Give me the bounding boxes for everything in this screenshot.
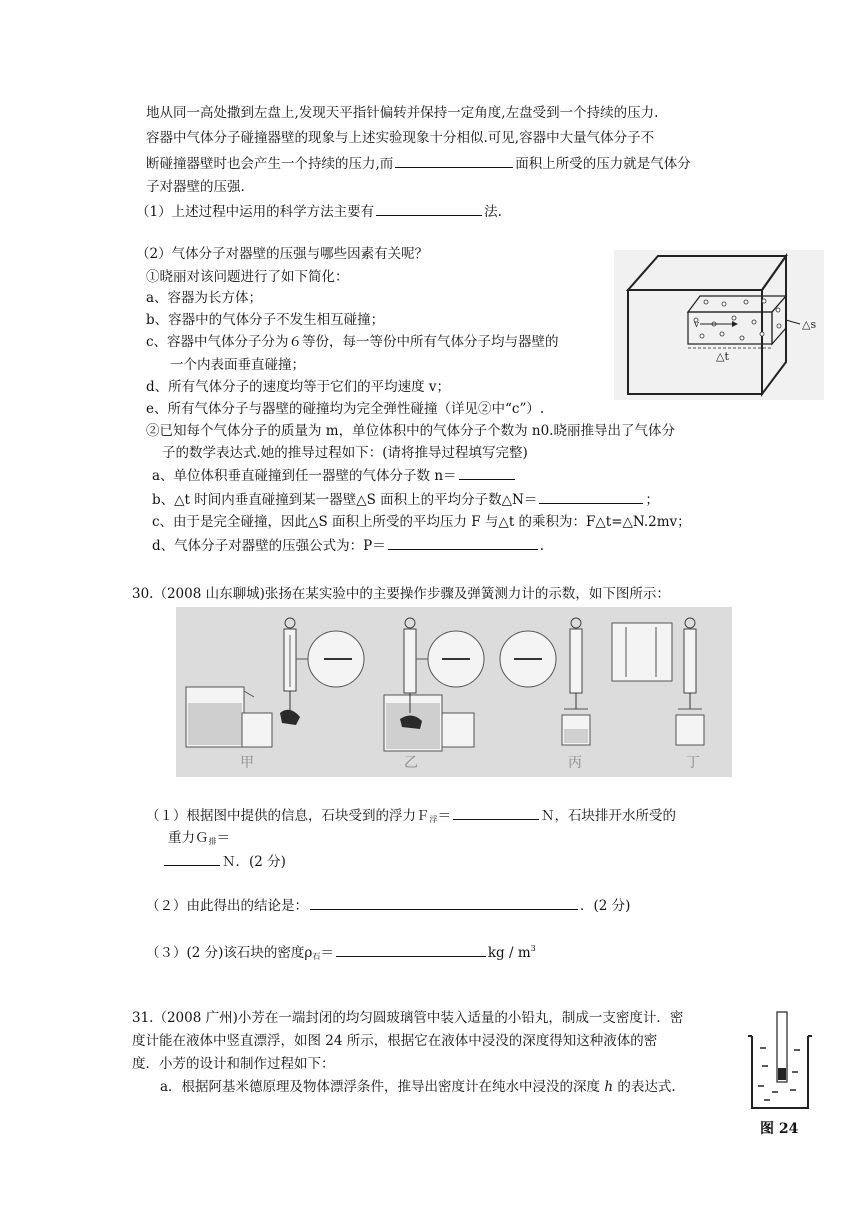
text-fragment: . bbox=[539, 538, 545, 554]
text-line: 子对器壁的压强. bbox=[146, 179, 245, 195]
text-line bbox=[160, 1078, 676, 1096]
velocity-label: v bbox=[694, 320, 700, 330]
delta-s-label: △s bbox=[802, 318, 817, 331]
text-line bbox=[146, 154, 691, 173]
text-fragment: 法. bbox=[484, 204, 502, 220]
list-item: a、容器为长方体； bbox=[146, 290, 263, 306]
text-line: 度计能在液体中竖直漂浮，如图 24 所示，根据它在液体中浸没的深度得知这种液体的密 bbox=[132, 1033, 658, 1049]
answer-blank[interactable] bbox=[388, 536, 538, 550]
question-2-title: （2）气体分子对器壁的压强与哪些因素有关呢？ bbox=[136, 246, 429, 262]
text-fragment: b、△t 时间内垂直碰撞到某一器壁△S 面积上的平均分子数△N＝ bbox=[152, 492, 538, 508]
question-30-part3 bbox=[146, 940, 536, 966]
derivation-d bbox=[152, 536, 544, 555]
subscript: 排 bbox=[208, 837, 217, 846]
text-fragment: （１）根据图中提供的信息，石块受到的浮力Ｆ bbox=[146, 808, 430, 824]
density-meter-figure bbox=[746, 1010, 816, 1114]
label-jia: 甲 bbox=[240, 755, 254, 771]
list-item: c、容器中气体分子分为６等份，每一等份中所有气体分子均与器壁的 bbox=[146, 334, 559, 350]
text-fragment: 的表达式. bbox=[613, 1079, 676, 1095]
text-fragment: 断碰撞器壁时也会产生一个持续的压力,而 bbox=[146, 156, 394, 172]
list-item: e、所有气体分子与器壁的碰撞均为完全弹性碰撞（详见②中“c”）. bbox=[146, 401, 545, 417]
list-item: d、所有气体分子的速度均等于它们的平均速度 v； bbox=[146, 379, 451, 395]
spring-scale-figure bbox=[176, 607, 732, 777]
list-item: 一个内表面垂直碰撞； bbox=[170, 357, 305, 373]
delta-t-label: △t bbox=[716, 350, 729, 363]
text-fragment: ＝ bbox=[320, 945, 334, 961]
text-fragment: 重力Ｇ bbox=[168, 830, 209, 846]
text-line: 31.（2008 广州)小芳在一端封闭的均匀圆玻璃管中装入适量的小铅丸，制成一支密度计．密 bbox=[132, 1010, 684, 1026]
text-fragment: Ｎ．(2 分) bbox=[222, 854, 286, 870]
question-30-part1-cont bbox=[168, 829, 230, 851]
text-fragment: 面积上所受的压力就是气体分 bbox=[515, 156, 691, 172]
variable-h: h bbox=[604, 1079, 614, 1095]
question-30-part2 bbox=[146, 896, 630, 915]
text-fragment: d、气体分子对器壁的压强公式为：P＝ bbox=[152, 538, 386, 554]
derivation-b bbox=[152, 490, 659, 509]
text-fragment: kg / m bbox=[487, 945, 531, 961]
text-fragment: Ｎ，石块排开水所受的 bbox=[541, 808, 676, 824]
answer-blank[interactable] bbox=[453, 806, 539, 820]
gas-box-figure bbox=[614, 250, 824, 400]
text-line: ①晓丽对该问题进行了如下简化： bbox=[146, 269, 349, 285]
text-line: 子的数学表达式.她的推导过程如下：(请将推导过程填写完整) bbox=[162, 445, 528, 461]
derivation-c: c、由于是完全碰撞，因此△S 面积上所受的平均压力 F 与△t 的乘积为：F△t=△N.2mv； bbox=[152, 514, 691, 530]
label-yi: 乙 bbox=[404, 755, 418, 771]
subscript: 石 bbox=[312, 952, 321, 961]
text-fragment: ＝ bbox=[216, 830, 230, 846]
question-30-part1 bbox=[146, 806, 676, 829]
text-fragment: ．(2 分) bbox=[580, 898, 631, 914]
text-fragment: a、单位体积垂直碰撞到任一器壁的气体分子数 n＝ bbox=[152, 468, 457, 484]
text-fragment: a．根据阿基米德原理及物体漂浮条件，推导出密度计在纯水中浸没的深度 bbox=[160, 1079, 605, 1095]
answer-blank[interactable] bbox=[376, 202, 482, 216]
derivation-a bbox=[152, 466, 517, 485]
answer-blank[interactable] bbox=[164, 852, 220, 866]
text-line: ②已知每个气体分子的质量为 m，单位体积中的气体分子个数为 n0.晓丽推导出了气体分 bbox=[146, 423, 675, 439]
figure-caption: 图 24 bbox=[760, 1121, 799, 1137]
list-item: b、容器中的气体分子不发生相互碰撞； bbox=[146, 312, 385, 328]
answer-blank[interactable] bbox=[310, 896, 578, 910]
answer-blank[interactable] bbox=[459, 466, 515, 480]
text-fragment: ； bbox=[645, 492, 659, 508]
answer-blank[interactable] bbox=[395, 154, 513, 168]
text-line: 容器中气体分子碰撞器壁的现象与上述实验现象十分相似.可见,容器中大量气体分子不 bbox=[146, 130, 655, 146]
question-30-head: 30.（2008 山东聊城)张扬在某实验中的主要操作步骤及弹簧测力计的示数，如下图所示： bbox=[132, 586, 670, 602]
question-30-part1-end bbox=[162, 852, 286, 871]
text-fragment: （３）(2 分)该石块的密度ρ bbox=[146, 945, 313, 961]
text-line: 地从同一高处撒到左盘上,发现天平指针偏转并保持一定角度,左盘受到一个持续的压力. bbox=[146, 105, 659, 121]
superscript: 3 bbox=[530, 944, 536, 953]
label-ding: 丁 bbox=[686, 755, 700, 771]
label-bing: 丙 bbox=[568, 755, 582, 771]
text-fragment: ＝ bbox=[437, 808, 451, 824]
question-1 bbox=[136, 202, 502, 221]
text-fragment: （1）上述过程中运用的科学方法主要有 bbox=[136, 204, 375, 220]
text-line: 度．小芳的设计和制作过程如下： bbox=[132, 1056, 335, 1072]
answer-blank[interactable] bbox=[539, 490, 643, 504]
answer-blank[interactable] bbox=[336, 943, 486, 957]
subscript: 浮 bbox=[429, 815, 438, 824]
text-fragment: （２）由此得出的结论是： bbox=[146, 898, 308, 914]
